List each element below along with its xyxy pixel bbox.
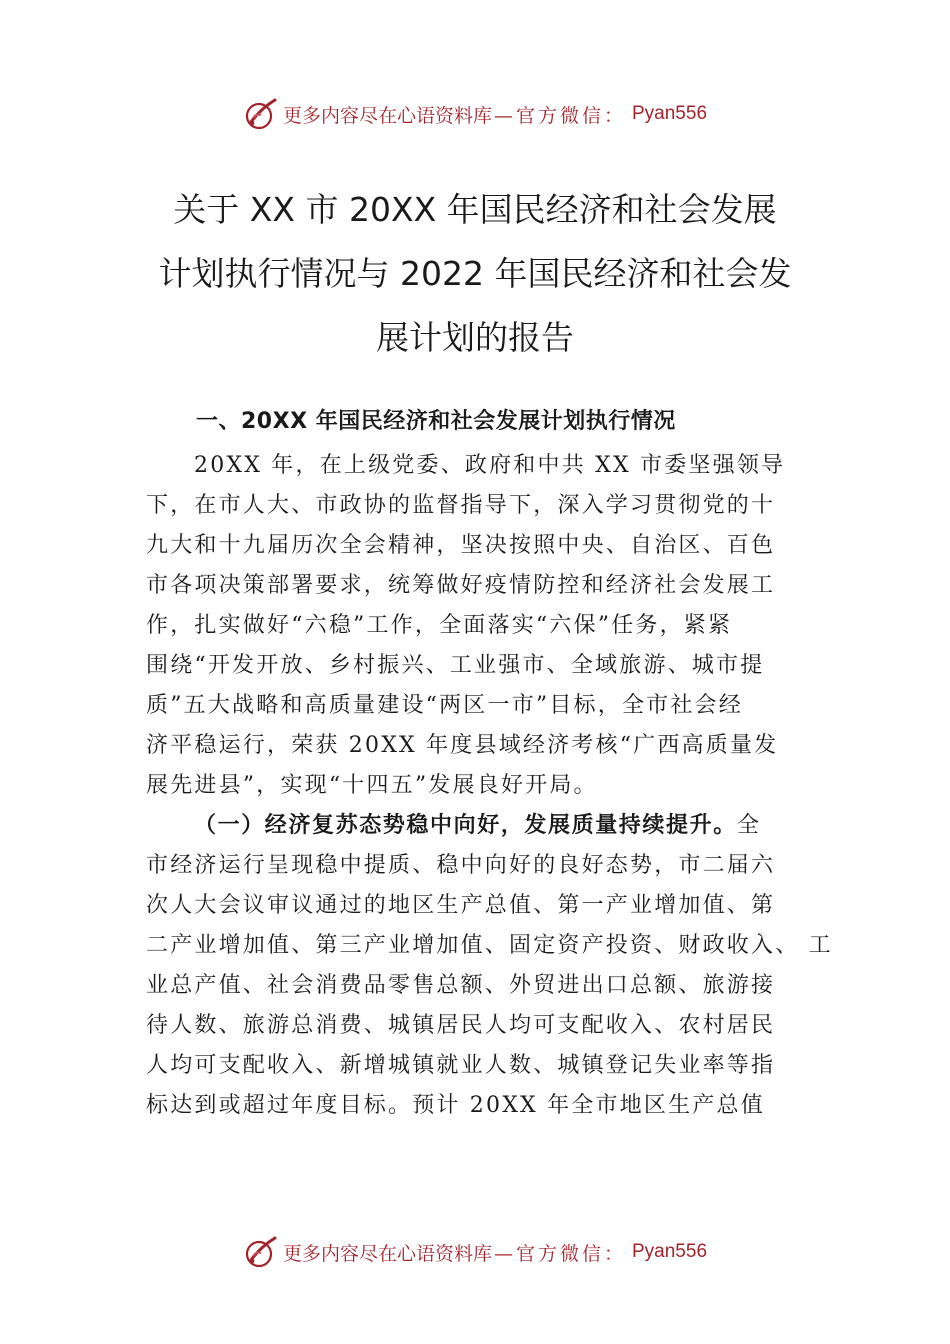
- paragraph-line: 九大和十九届历次全会精神，坚决按照中央、自治区、百色: [146, 533, 776, 558]
- paragraph-2: [146, 806, 833, 1126]
- paragraph-line: 20XX 年，在上级党委、政府和中共 XX 市委坚强领导: [194, 453, 786, 478]
- paragraph-line: 次人大会议审议通过的地区生产总值、第一产业增加值、第: [146, 893, 776, 918]
- paragraph-line: 质”五大战略和高质量建设“两区一市”目标，全市社会经: [146, 693, 743, 718]
- paragraph-line: 市经济运行呈现稳中提质、稳中向好的良好态势，市二届六: [146, 853, 776, 878]
- footer-watermark-banner: [0, 1232, 950, 1272]
- document-title: [145, 178, 805, 370]
- banner-main-text: 更多内容尽在心语资料库: [282, 1242, 492, 1265]
- banner-sub-text: —官方微信：: [493, 104, 626, 127]
- section-heading: 一、20XX 年国民经济和社会发展计划执行情况: [196, 409, 676, 434]
- paragraph-line: 二产业增加值、第三产业增加值、固定资产投资、财政收入、 工: [146, 933, 833, 958]
- paragraph-line: 市各项决策部署要求，统筹做好疫情防控和经济社会发展工: [146, 573, 776, 598]
- paragraph-line: 标达到或超过年度目标。预计 20XX 年全市地区生产总值: [146, 1093, 765, 1118]
- paragraph-first-line: [146, 806, 806, 846]
- title-line-3: 展计划的报告: [376, 318, 574, 357]
- paragraph-text: 全: [736, 813, 762, 838]
- header-watermark-banner: [0, 94, 950, 134]
- paragraph-line: 作，扎实做好“六稳”工作，全面落实“六保”任务，紧紧: [146, 613, 733, 638]
- paragraph-line: 人均可支配收入、新增城镇就业人数、城镇登记失业率等指: [146, 1053, 776, 1078]
- paragraph-1: [146, 446, 806, 806]
- subsection-heading: （一）经济复苏态势稳中向好，发展质量持续提升。: [194, 813, 737, 838]
- brush-logo-icon: [243, 96, 279, 132]
- paragraph-line: 待人数、旅游总消费、城镇居民人均可支配收入、农村居民: [146, 1013, 776, 1038]
- paragraph-line: 济平稳运行，荣获 20XX 年度县域经济考核“广西高质量发: [146, 733, 779, 758]
- paragraph-line: 展先进县”，实现“十四五”发展良好开局。: [146, 773, 598, 798]
- paragraph-line: 业总产值、社会消费品零售总额、外贸进出口总额、旅游接: [146, 973, 776, 998]
- banner-main-text: 更多内容尽在心语资料库: [282, 104, 492, 127]
- banner-sub-text: —官方微信：: [493, 1242, 626, 1265]
- title-line-2: 计划执行情况与 2022 年国民经济和社会发: [158, 254, 792, 293]
- title-line-1: 关于 XX 市 20XX 年国民经济和社会发展: [173, 190, 777, 229]
- banner-wechat-id: Pyan556: [632, 1241, 708, 1262]
- paragraph-line: 围绕“开发开放、乡村振兴、工业强市、全域旅游、城市提: [146, 653, 765, 678]
- brush-logo-icon: [243, 1234, 279, 1270]
- banner-wechat-id: Pyan556: [632, 103, 708, 124]
- paragraph-line: 下，在市人大、市政协的监督指导下，深入学习贯彻党的十: [146, 493, 776, 518]
